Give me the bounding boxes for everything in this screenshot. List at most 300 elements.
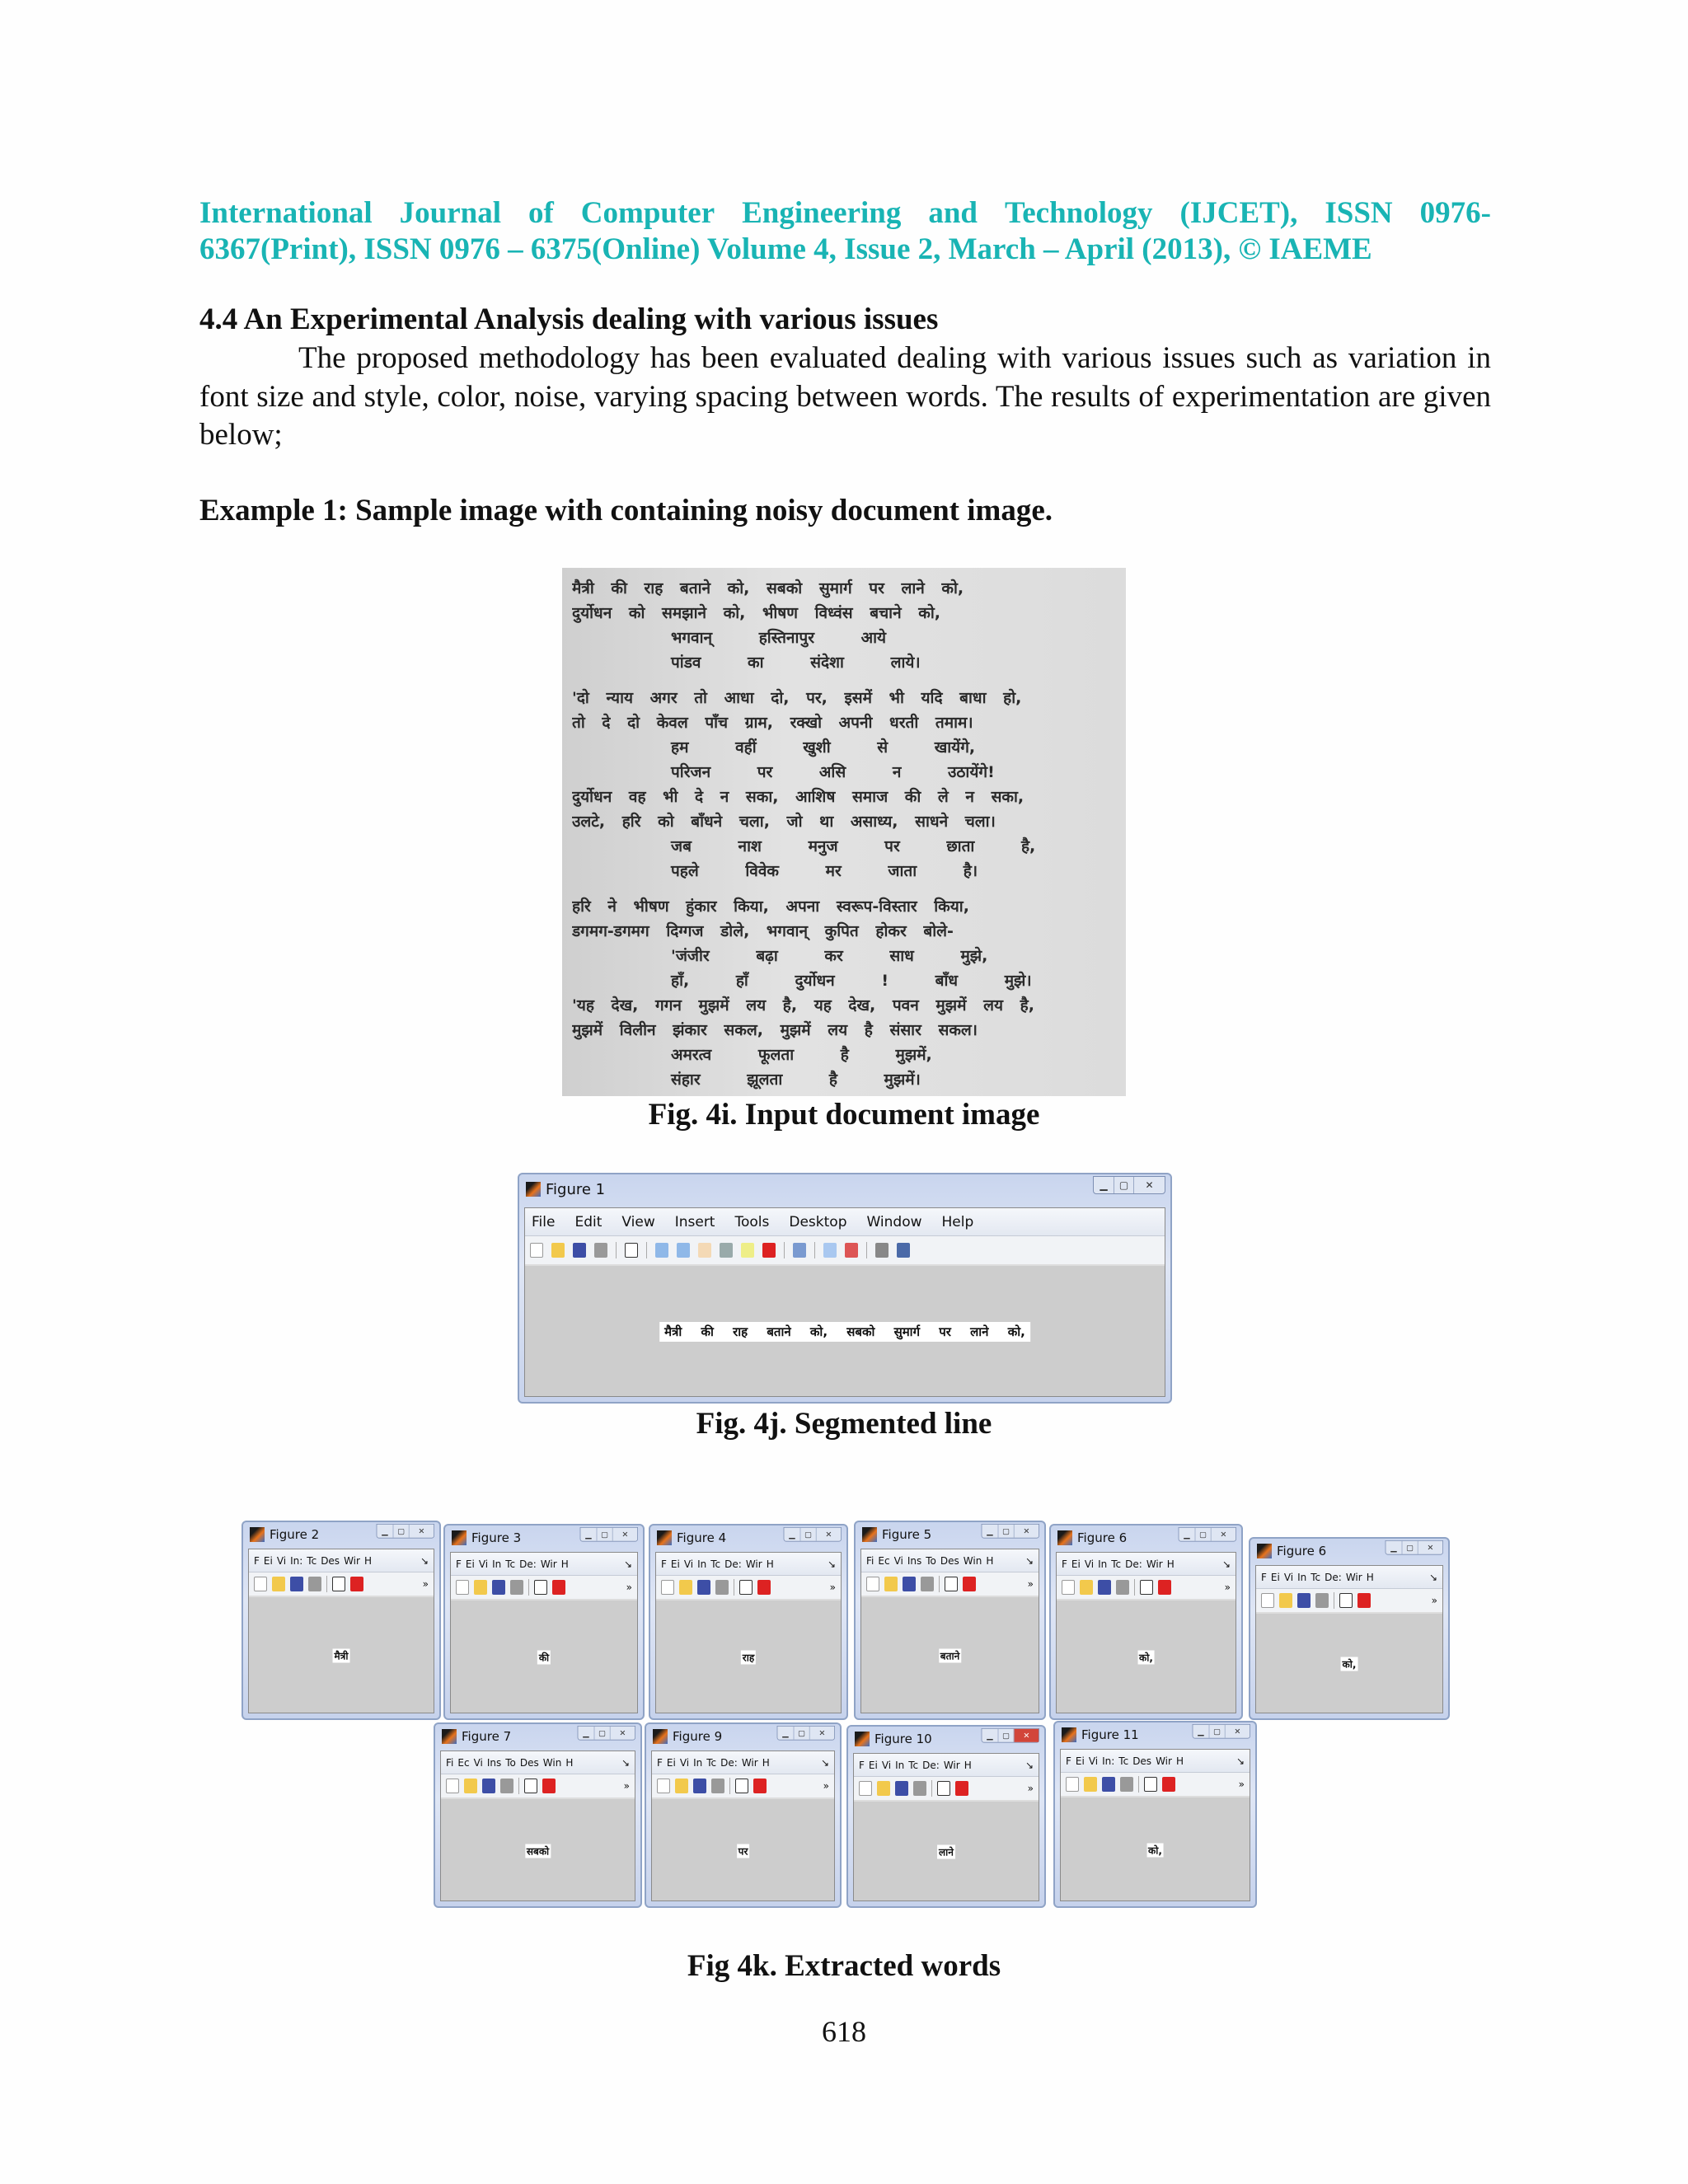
pointer-icon[interactable] <box>524 1779 537 1793</box>
brush-icon[interactable] <box>753 1779 767 1793</box>
menu-item[interactable]: To <box>926 1554 936 1567</box>
menu-item[interactable]: Ei <box>666 1756 676 1769</box>
link-icon[interactable] <box>793 1243 806 1258</box>
extracted-word-image: को, <box>1148 1844 1162 1856</box>
document-text-line: हरि ने भीषण हुंकार किया, अपना स्वरूप-विस्तार किया, <box>572 898 969 916</box>
toolbar-separator <box>1138 1776 1139 1793</box>
menu-overflow-icon[interactable]: ↘ <box>623 1558 632 1570</box>
document-text-line: तो दे दो केवल पाँच ग्राम, रक्खो अपनी धरती तमाम। <box>572 714 973 732</box>
save-icon[interactable] <box>1297 1593 1311 1608</box>
new-file-icon[interactable] <box>1066 1777 1079 1792</box>
pointer-icon[interactable] <box>534 1580 547 1595</box>
menu-item-desktop[interactable]: Desktop <box>789 1213 847 1230</box>
open-icon[interactable] <box>679 1580 692 1595</box>
toolbar-separator <box>518 1778 519 1794</box>
header-word: International <box>199 196 373 230</box>
menu-item[interactable]: In <box>492 1558 502 1570</box>
minimize-button[interactable]: ▁ <box>1198 1727 1204 1736</box>
menu-item[interactable]: H <box>1366 1571 1374 1583</box>
print-icon[interactable] <box>594 1243 607 1258</box>
minimize-button[interactable]: ▁ <box>987 1731 993 1741</box>
toolbar-separator <box>814 1242 815 1258</box>
new-file-icon[interactable] <box>446 1779 459 1793</box>
save-icon[interactable] <box>697 1580 710 1595</box>
menu-item[interactable]: Ec <box>457 1756 470 1769</box>
menu-overflow-icon[interactable]: ↘ <box>820 1756 829 1769</box>
menu-bar <box>1256 1566 1442 1589</box>
minimize-button[interactable]: ▁ <box>1184 1530 1190 1540</box>
maximize-button[interactable]: ▢ <box>1114 1177 1133 1193</box>
menu-item[interactable]: H <box>1166 1558 1175 1570</box>
extracted-word-image: लाने <box>939 1846 954 1858</box>
header-word: (IJCET), <box>1179 196 1298 230</box>
section-paragraph: The proposed methodology has been evaluated dealing with various issues such as variation in font size and style, color, noise, varying spacing between words. The results of experimentation are given below; <box>199 341 1491 452</box>
close-button[interactable]: ✕ <box>409 1525 434 1538</box>
open-icon[interactable] <box>1084 1777 1097 1792</box>
extracted-word-image: को, <box>1342 1658 1357 1671</box>
window-title: Figure 6 <box>1077 1530 1128 1545</box>
menu-overflow-icon[interactable]: ↘ <box>1025 1554 1034 1567</box>
menu-item-file[interactable]: File <box>532 1213 556 1230</box>
matlab-logo-icon <box>653 1729 668 1744</box>
menu-item[interactable]: H <box>766 1558 774 1570</box>
journal-header-line2: 6367(Print), ISSN 0976 – 6375(Online) Volume 4, Issue 2, March – April (2013), © IAEME <box>199 232 1372 266</box>
brush-icon[interactable] <box>963 1577 976 1591</box>
rotate-icon[interactable] <box>720 1243 733 1258</box>
toolbar-overflow-icon[interactable]: » <box>1027 1578 1034 1590</box>
fig-4i-caption: Fig. 4i. Input document image <box>648 1098 1040 1132</box>
save-icon[interactable] <box>903 1577 916 1591</box>
menu-item[interactable]: H <box>762 1756 770 1769</box>
minimize-button[interactable]: ▁ <box>1100 1179 1108 1191</box>
menu-item[interactable]: Ei <box>1270 1571 1280 1583</box>
menu-item[interactable]: Wir <box>1146 1558 1163 1570</box>
menu-item[interactable]: F <box>1261 1571 1267 1583</box>
menu-item-view[interactable]: View <box>621 1213 655 1230</box>
menu-item[interactable]: In <box>895 1759 905 1771</box>
toolbar-separator <box>616 1242 617 1258</box>
menu-overflow-icon[interactable]: ↘ <box>1221 1558 1231 1570</box>
menu-item[interactable]: Ei <box>263 1554 273 1567</box>
menu-item[interactable]: Vi <box>893 1554 903 1567</box>
save-icon[interactable] <box>573 1243 586 1258</box>
brush-icon[interactable] <box>762 1243 776 1258</box>
close-button[interactable]: ✕ <box>1133 1177 1165 1193</box>
menu-item[interactable]: Des <box>321 1554 340 1567</box>
close-button[interactable]: ✕ <box>816 1528 841 1541</box>
menu-item[interactable]: Tc <box>505 1558 516 1570</box>
menu-item[interactable]: F <box>456 1558 462 1570</box>
menu-item[interactable]: De: <box>720 1756 738 1769</box>
menu-item[interactable]: De: <box>922 1759 940 1771</box>
document-text-line: मैत्री की राह बताने को, सबको सुमार्ग पर लाने को, <box>572 579 964 598</box>
example-heading: Example 1: Sample image with containing noisy document image. <box>199 494 1053 527</box>
menu-item[interactable]: H <box>560 1558 569 1570</box>
new-file-icon[interactable] <box>254 1577 267 1591</box>
menu-item[interactable]: F <box>859 1759 865 1771</box>
menu-bar <box>854 1754 1039 1777</box>
toolbar-overflow-icon[interactable]: » <box>623 1780 630 1792</box>
menu-overflow-icon[interactable]: ↘ <box>1428 1571 1437 1583</box>
word-figure-window <box>1053 1721 1257 1908</box>
menu-item[interactable]: Tc <box>1111 1558 1122 1570</box>
document-text-line: पांडव का संदेशा लाये। <box>671 654 921 672</box>
menu-item[interactable]: Vi <box>683 1558 694 1570</box>
minimize-button[interactable]: ▁ <box>987 1526 993 1536</box>
menu-item[interactable]: In: <box>1102 1755 1115 1767</box>
document-text-line: मुझमें विलीन झंकार सकल, मुझमें लय है संसार सकल। <box>572 1021 978 1039</box>
extracted-word-image: सबको <box>526 1845 550 1857</box>
zoom-in-icon[interactable] <box>655 1243 668 1258</box>
brush-icon[interactable] <box>955 1781 968 1796</box>
legend-icon[interactable] <box>845 1243 858 1258</box>
matlab-logo-icon <box>1257 1544 1272 1558</box>
menu-item[interactable]: Ei <box>465 1558 475 1570</box>
window-title: Figure 11 <box>1081 1727 1139 1742</box>
menu-item-help[interactable]: Help <box>941 1213 974 1230</box>
open-icon[interactable] <box>675 1779 688 1793</box>
menu-item[interactable]: Win <box>542 1756 562 1769</box>
menu-item[interactable]: F <box>661 1558 667 1570</box>
toolbar-overflow-icon[interactable]: » <box>1224 1582 1231 1593</box>
menu-item[interactable]: F <box>254 1554 260 1567</box>
pointer-icon[interactable] <box>1339 1593 1353 1608</box>
menu-item[interactable]: De: <box>1125 1558 1142 1570</box>
toolbar-overflow-icon[interactable]: » <box>422 1578 429 1590</box>
print-icon[interactable] <box>308 1577 321 1591</box>
new-file-icon[interactable] <box>859 1781 872 1796</box>
close-button[interactable]: ✕ <box>1211 1528 1236 1541</box>
segmented-line-image: मैत्री की राह बताने को, सबको सुमार्ग पर लाने को, <box>659 1322 1030 1342</box>
menu-item[interactable]: Des <box>519 1756 539 1769</box>
menu-item[interactable]: Ei <box>868 1759 878 1771</box>
menu-item[interactable]: Wir <box>540 1558 557 1570</box>
word-figure-window <box>649 1524 848 1720</box>
maximize-button[interactable]: ▢ <box>998 1729 1014 1742</box>
menu-bar <box>451 1553 637 1576</box>
toolbar-overflow-icon[interactable]: » <box>829 1582 836 1593</box>
show-plot-tools-icon[interactable] <box>897 1243 910 1258</box>
document-text-line: 'जंजीर बढ़ा कर साध मुझे, <box>671 947 988 965</box>
menu-bar <box>1057 1553 1236 1576</box>
new-file-icon[interactable] <box>530 1243 543 1258</box>
header-word: Engineering <box>742 196 902 230</box>
maximize-button[interactable]: ▢ <box>800 1528 816 1541</box>
menu-item[interactable]: H <box>363 1554 372 1567</box>
menu-item[interactable]: Ei <box>1075 1755 1085 1767</box>
open-icon[interactable] <box>272 1577 285 1591</box>
matlab-logo-icon <box>855 1732 870 1746</box>
pointer-icon[interactable] <box>739 1580 753 1595</box>
matlab-logo-icon <box>1062 1727 1076 1742</box>
menu-item[interactable]: In <box>697 1558 707 1570</box>
print-icon[interactable] <box>510 1580 523 1595</box>
menu-item-edit[interactable]: Edit <box>574 1213 603 1230</box>
menu-item[interactable]: Tc <box>307 1554 317 1567</box>
document-text-line: परिजन पर असि न उठायेंगे! <box>671 763 995 781</box>
header-word: Technology <box>1004 196 1153 230</box>
maximize-button[interactable]: ▢ <box>1209 1725 1225 1738</box>
print-icon[interactable] <box>711 1779 724 1793</box>
header-word: ISSN <box>1325 196 1393 230</box>
open-icon[interactable] <box>1279 1593 1292 1608</box>
close-button[interactable]: ✕ <box>1014 1525 1039 1538</box>
save-icon[interactable] <box>1098 1580 1111 1595</box>
menu-item[interactable]: Des <box>1132 1755 1152 1767</box>
window-title: Figure 3 <box>471 1530 522 1545</box>
extracted-word-image: बताने <box>940 1650 960 1662</box>
menu-overflow-icon[interactable]: ↘ <box>420 1554 429 1567</box>
minimize-button[interactable]: ▁ <box>382 1526 388 1536</box>
maximize-button[interactable]: ▢ <box>998 1525 1014 1538</box>
menu-item[interactable]: Tc <box>706 1756 717 1769</box>
brush-icon[interactable] <box>542 1779 556 1793</box>
print-icon[interactable] <box>1116 1580 1129 1595</box>
new-file-icon[interactable] <box>1261 1593 1274 1608</box>
minimize-button[interactable]: ▁ <box>585 1530 592 1540</box>
input-document-image <box>562 568 1126 1096</box>
menu-overflow-icon[interactable]: ↘ <box>1025 1759 1034 1771</box>
toolbar-separator <box>939 1576 940 1592</box>
save-icon[interactable] <box>1102 1777 1115 1792</box>
menu-item[interactable]: Vi <box>276 1554 287 1567</box>
print-icon[interactable] <box>1120 1777 1133 1792</box>
new-file-icon[interactable] <box>1062 1580 1075 1595</box>
header-word: Journal <box>399 196 502 230</box>
datacursor-icon[interactable] <box>741 1243 754 1258</box>
document-text-line: दुर्योधन को समझाने को, भीषण विध्वंस बचाने को, <box>572 604 940 622</box>
menu-bar <box>861 1549 1039 1572</box>
word-figure-window <box>846 1725 1046 1908</box>
open-icon[interactable] <box>877 1781 890 1796</box>
menu-item-tools[interactable]: Tools <box>734 1213 770 1230</box>
new-file-icon[interactable] <box>866 1577 879 1591</box>
minimize-button[interactable]: ▁ <box>789 1530 795 1540</box>
brush-icon[interactable] <box>1357 1593 1371 1608</box>
menu-item[interactable]: To <box>505 1756 516 1769</box>
menu-item[interactable]: Tc <box>1118 1755 1129 1767</box>
menu-item[interactable]: H <box>986 1554 994 1567</box>
pointer-icon[interactable] <box>1140 1580 1153 1595</box>
open-icon[interactable] <box>884 1577 898 1591</box>
print-icon[interactable] <box>715 1580 729 1595</box>
document-text-line: हम वहीं खुशी से खायेंगे, <box>671 738 976 757</box>
save-icon[interactable] <box>492 1580 505 1595</box>
open-icon[interactable] <box>551 1243 565 1258</box>
maximize-button[interactable]: ▢ <box>1195 1528 1211 1541</box>
word-figure-window <box>1249 1537 1450 1720</box>
extracted-word-image: मैत्री <box>334 1650 349 1662</box>
window-title: Figure 9 <box>673 1729 723 1744</box>
menu-item[interactable]: Wir <box>1156 1755 1172 1767</box>
brush-icon[interactable] <box>1162 1777 1175 1792</box>
menu-item[interactable]: Vi <box>881 1759 892 1771</box>
new-file-icon[interactable] <box>456 1580 469 1595</box>
pointer-icon[interactable] <box>332 1577 345 1591</box>
toolbar-overflow-icon[interactable]: » <box>1027 1783 1034 1794</box>
menu-item[interactable]: Vi <box>473 1756 483 1769</box>
menu-item[interactable]: Vi <box>1283 1571 1294 1583</box>
menu-item[interactable]: Tc <box>1311 1571 1321 1583</box>
menu-item[interactable]: In <box>1297 1571 1307 1583</box>
fig-4k-caption: Fig 4k. Extracted words <box>687 1949 1001 1983</box>
menu-item[interactable]: In <box>693 1756 703 1769</box>
menu-item[interactable]: Tc <box>908 1759 919 1771</box>
menu-item[interactable]: De: <box>1325 1571 1342 1583</box>
maximize-button[interactable]: ▢ <box>1402 1541 1418 1554</box>
menu-item[interactable]: In: <box>290 1554 303 1567</box>
toolbar-overflow-icon[interactable]: » <box>1238 1779 1245 1790</box>
header-word: 0976- <box>1419 196 1491 230</box>
menu-item[interactable]: Ec <box>878 1554 890 1567</box>
menu-item[interactable]: Wir <box>745 1558 762 1570</box>
menu-item[interactable]: H <box>1175 1755 1184 1767</box>
print-icon[interactable] <box>921 1577 934 1591</box>
save-icon[interactable] <box>482 1779 495 1793</box>
menu-item[interactable]: In <box>1098 1558 1108 1570</box>
toolbar-overflow-icon[interactable]: » <box>823 1780 829 1792</box>
pointer-icon[interactable] <box>937 1781 950 1796</box>
open-icon[interactable] <box>474 1580 487 1595</box>
toolbar-separator <box>326 1576 327 1592</box>
brush-icon[interactable] <box>1158 1580 1171 1595</box>
menu-item[interactable]: Vi <box>1088 1755 1099 1767</box>
document-text-line: डगमग-डगमग दिग्गज डोले, भगवान् कुपित होकर बोले- <box>572 922 954 940</box>
pointer-icon[interactable] <box>1144 1777 1157 1792</box>
menu-item-insert[interactable]: Insert <box>674 1213 715 1230</box>
menu-item[interactable]: Win <box>963 1554 982 1567</box>
close-button[interactable]: ✕ <box>1225 1725 1250 1738</box>
menu-item[interactable]: Wir <box>741 1756 758 1769</box>
menu-item[interactable]: Ei <box>670 1558 680 1570</box>
menu-overflow-icon[interactable]: ↘ <box>621 1756 630 1769</box>
save-icon[interactable] <box>895 1781 908 1796</box>
menu-overflow-icon[interactable]: ↘ <box>1236 1755 1245 1767</box>
close-button[interactable]: ✕ <box>1418 1541 1442 1554</box>
menu-item[interactable]: Fi <box>446 1756 454 1769</box>
menu-overflow-icon[interactable]: ↘ <box>827 1558 836 1570</box>
colorbar-icon[interactable] <box>823 1243 837 1258</box>
matlab-logo-icon <box>442 1729 457 1744</box>
new-file-icon[interactable] <box>657 1779 670 1793</box>
brush-icon[interactable] <box>757 1580 771 1595</box>
word-figure-window <box>434 1722 642 1908</box>
toolbar-overflow-icon[interactable]: » <box>626 1582 632 1593</box>
window-title: Figure 10 <box>874 1732 932 1746</box>
word-figure-window <box>443 1524 645 1720</box>
menu-item[interactable]: De: <box>519 1558 537 1570</box>
minimize-button[interactable]: ▁ <box>782 1728 789 1738</box>
zoom-out-icon[interactable] <box>677 1243 690 1258</box>
toolbar-separator <box>528 1579 529 1596</box>
print-icon[interactable] <box>913 1781 926 1796</box>
maximize-button[interactable]: ▢ <box>794 1727 809 1740</box>
toolbar-separator <box>931 1780 932 1797</box>
extracted-word-image: की <box>538 1652 550 1664</box>
matlab-logo-icon <box>452 1530 467 1545</box>
menu-item[interactable]: F <box>1062 1558 1067 1570</box>
menu-item[interactable]: Ei <box>1071 1558 1081 1570</box>
menu-item[interactable]: Ins <box>486 1756 502 1769</box>
menu-item[interactable]: Wir <box>943 1759 960 1771</box>
menu-item[interactable]: Vi <box>478 1558 489 1570</box>
menu-item[interactable]: F <box>657 1756 663 1769</box>
save-icon[interactable] <box>693 1779 706 1793</box>
minimize-button[interactable]: ▁ <box>583 1728 589 1738</box>
pointer-icon[interactable] <box>735 1779 748 1793</box>
menu-bar <box>656 1553 841 1576</box>
brush-icon[interactable] <box>552 1580 565 1595</box>
extracted-word-image: पर <box>738 1845 748 1857</box>
menu-item[interactable]: Ins <box>907 1554 922 1567</box>
close-button[interactable]: ✕ <box>809 1727 834 1740</box>
menu-item[interactable]: Tc <box>710 1558 721 1570</box>
maximize-button[interactable]: ▢ <box>594 1727 610 1740</box>
maximize-button[interactable]: ▢ <box>393 1525 409 1538</box>
menu-bar <box>249 1549 434 1572</box>
menu-item[interactable]: Des <box>940 1554 959 1567</box>
toolbar-separator <box>1134 1579 1135 1596</box>
window-title: Figure 4 <box>677 1530 727 1545</box>
print-icon[interactable] <box>500 1779 513 1793</box>
menu-item[interactable]: De: <box>724 1558 742 1570</box>
menu-item[interactable]: H <box>964 1759 972 1771</box>
menu-item-window[interactable]: Window <box>866 1213 922 1230</box>
menu-item[interactable]: Wir <box>1345 1571 1362 1583</box>
maximize-button[interactable]: ▢ <box>597 1528 612 1541</box>
print-icon[interactable] <box>1315 1593 1329 1608</box>
close-button[interactable]: ✕ <box>612 1528 637 1541</box>
pointer-icon[interactable] <box>945 1577 958 1591</box>
open-icon[interactable] <box>464 1779 477 1793</box>
pan-icon[interactable] <box>698 1243 711 1258</box>
matlab-logo-icon <box>526 1182 541 1197</box>
hide-plot-tools-icon[interactable] <box>875 1243 889 1258</box>
menu-item[interactable]: F <box>1066 1755 1071 1767</box>
minimize-button[interactable]: ▁ <box>1390 1543 1397 1553</box>
section-heading: 4.4 An Experimental Analysis dealing with various issues <box>199 302 939 336</box>
menu-bar <box>525 1208 1165 1236</box>
document-text-line: दुर्योधन वह भी दे न सका, आशिष समाज की ले न सका, <box>572 788 1025 806</box>
document-text-line: अमरत्व फूलता है मुझमें, <box>671 1046 932 1064</box>
menu-item[interactable]: Fi <box>866 1554 874 1567</box>
pointer-icon[interactable] <box>625 1243 638 1258</box>
matlab-logo-icon <box>250 1527 265 1542</box>
menu-item[interactable]: H <box>565 1756 574 1769</box>
window-title: Figure 6 <box>1277 1544 1327 1558</box>
toolbar-overflow-icon[interactable]: » <box>1431 1595 1437 1606</box>
menu-item[interactable]: Wir <box>344 1554 360 1567</box>
word-figure-window <box>854 1521 1046 1720</box>
toolbar-separator <box>866 1242 867 1258</box>
toolbar-separator <box>784 1242 785 1258</box>
save-icon[interactable] <box>290 1577 303 1591</box>
close-button[interactable]: ✕ <box>1014 1729 1039 1742</box>
menu-item[interactable]: Vi <box>1084 1558 1095 1570</box>
menu-bar <box>652 1751 834 1774</box>
window-title: Figure 5 <box>882 1527 932 1542</box>
window-title: Figure 2 <box>270 1527 320 1542</box>
matlab-logo-icon <box>862 1527 877 1542</box>
extracted-word-image: राह <box>742 1652 755 1664</box>
new-file-icon[interactable] <box>661 1580 674 1595</box>
matlab-logo-icon <box>1057 1530 1072 1545</box>
open-icon[interactable] <box>1080 1580 1093 1595</box>
close-button[interactable]: ✕ <box>610 1727 635 1740</box>
menu-item[interactable]: Vi <box>679 1756 690 1769</box>
word-figure-window <box>1049 1524 1243 1720</box>
brush-icon[interactable] <box>350 1577 363 1591</box>
